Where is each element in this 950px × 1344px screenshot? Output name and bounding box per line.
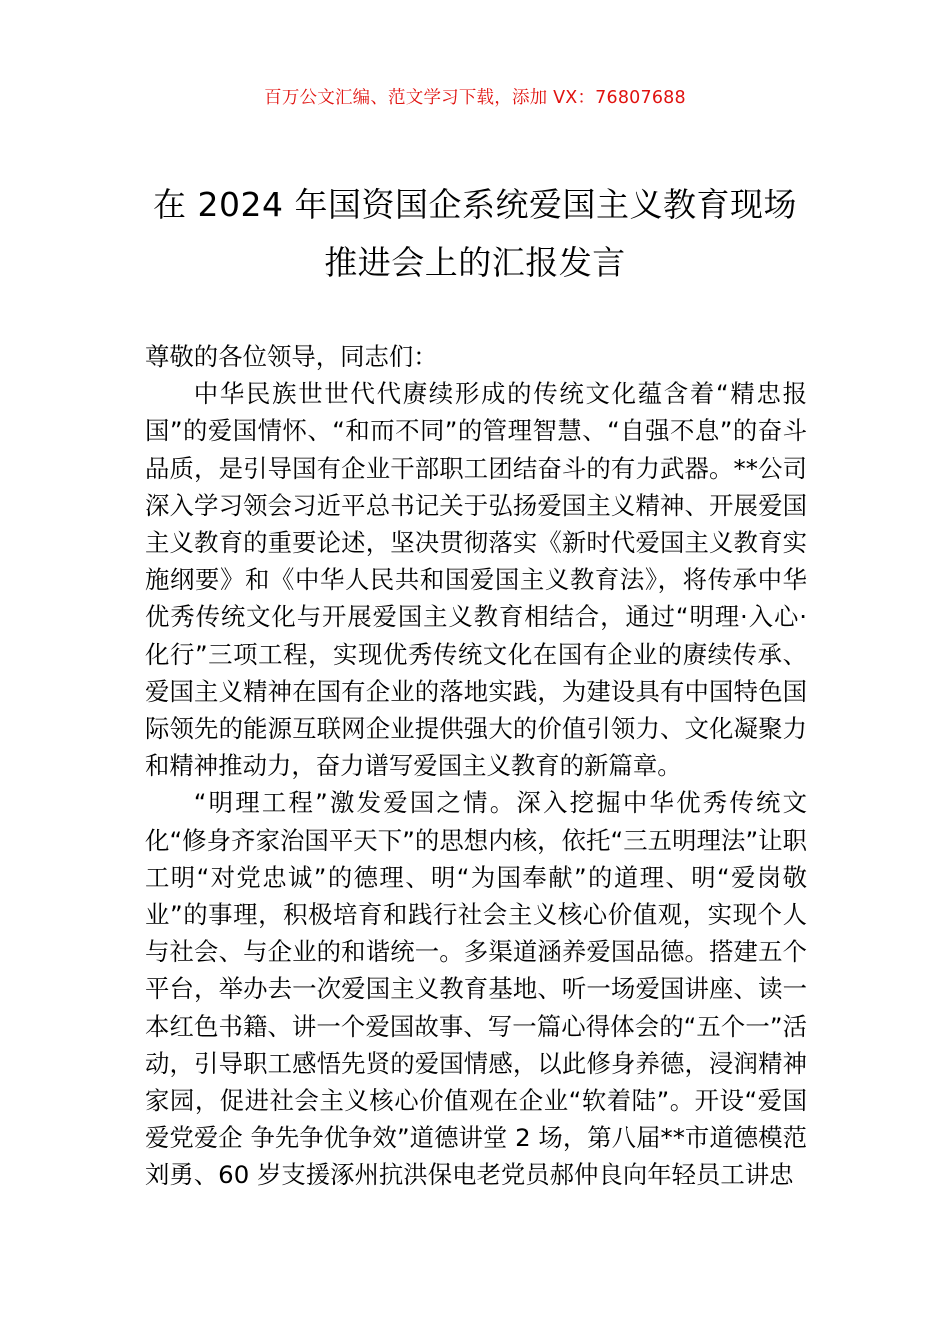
title-line-1: 在 2024 年国资国企系统爱国主义教育现场	[153, 185, 797, 224]
paragraph-1: 中华民族世世代代赓续形成的传统文化蕴含着“精忠报国”的爱国情怀、“和而不同”的管理智慧、“自强不息”的奋斗品质，是引导国有企业干部职工团结奋斗的有力武器。**公司深入学习领会习近平总书记关于弘扬爱国主义精神、开展爱国主义教育的重要论述，坚决贯彻落实《新时代爱国主义教育实施纲要》和《中华人民共和国爱国主义教育法》，将传承中华优秀传统文化与开展爱国主义教育相结合，通过“明理·入心·化行”三项工程，实现优秀传统文化在国有企业的赓续传承、爱国主义精神在国有企业的落地实践，为建设具有中国特色国际领先的能源互联网企业提供强大的价值引领力、文化凝聚力和精神推动力，奋力谱写爱国主义教育的新篇章。	[145, 379, 807, 781]
title-line-2: 推进会上的汇报发言	[324, 243, 626, 282]
salutation: 尊敬的各位领导，同志们：	[145, 342, 438, 371]
document-body	[145, 338, 807, 1194]
document-title	[100, 176, 850, 292]
watermark-header: 百万公文汇编、范文学习下载，添加 VX：76807688	[264, 88, 686, 108]
paragraph-2: “明理工程”激发爱国之情。深入挖掘中华优秀传统文化“修身齐家治国平天下”的思想内核，依托“三五明理法”让职工明“对党忠诚”的德理、明“为国奉献”的道理、明“爱岗敬业”的事理，积极培育和践行社会主义核心价值观，实现个人与社会、与企业的和谐统一。多渠道涵养爱国品德。搭建五个平台，举办去一次爱国主义教育基地、听一场爱国讲座、读一本红色书籍、讲一个爱国故事、写一篇心得体会的“五个一”活动，引导职工感悟先贤的爱国情感，以此修身养德，浸润精神家园，促进社会主义核心价值观在企业“软着陆”。开设“爱国爱党爱企 争先争优争效”道德讲堂 2 场，第八届**市道德模范刘勇、60 岁支援涿州抗洪保电老党员郝仲良向年轻员工讲忠	[145, 788, 807, 1190]
